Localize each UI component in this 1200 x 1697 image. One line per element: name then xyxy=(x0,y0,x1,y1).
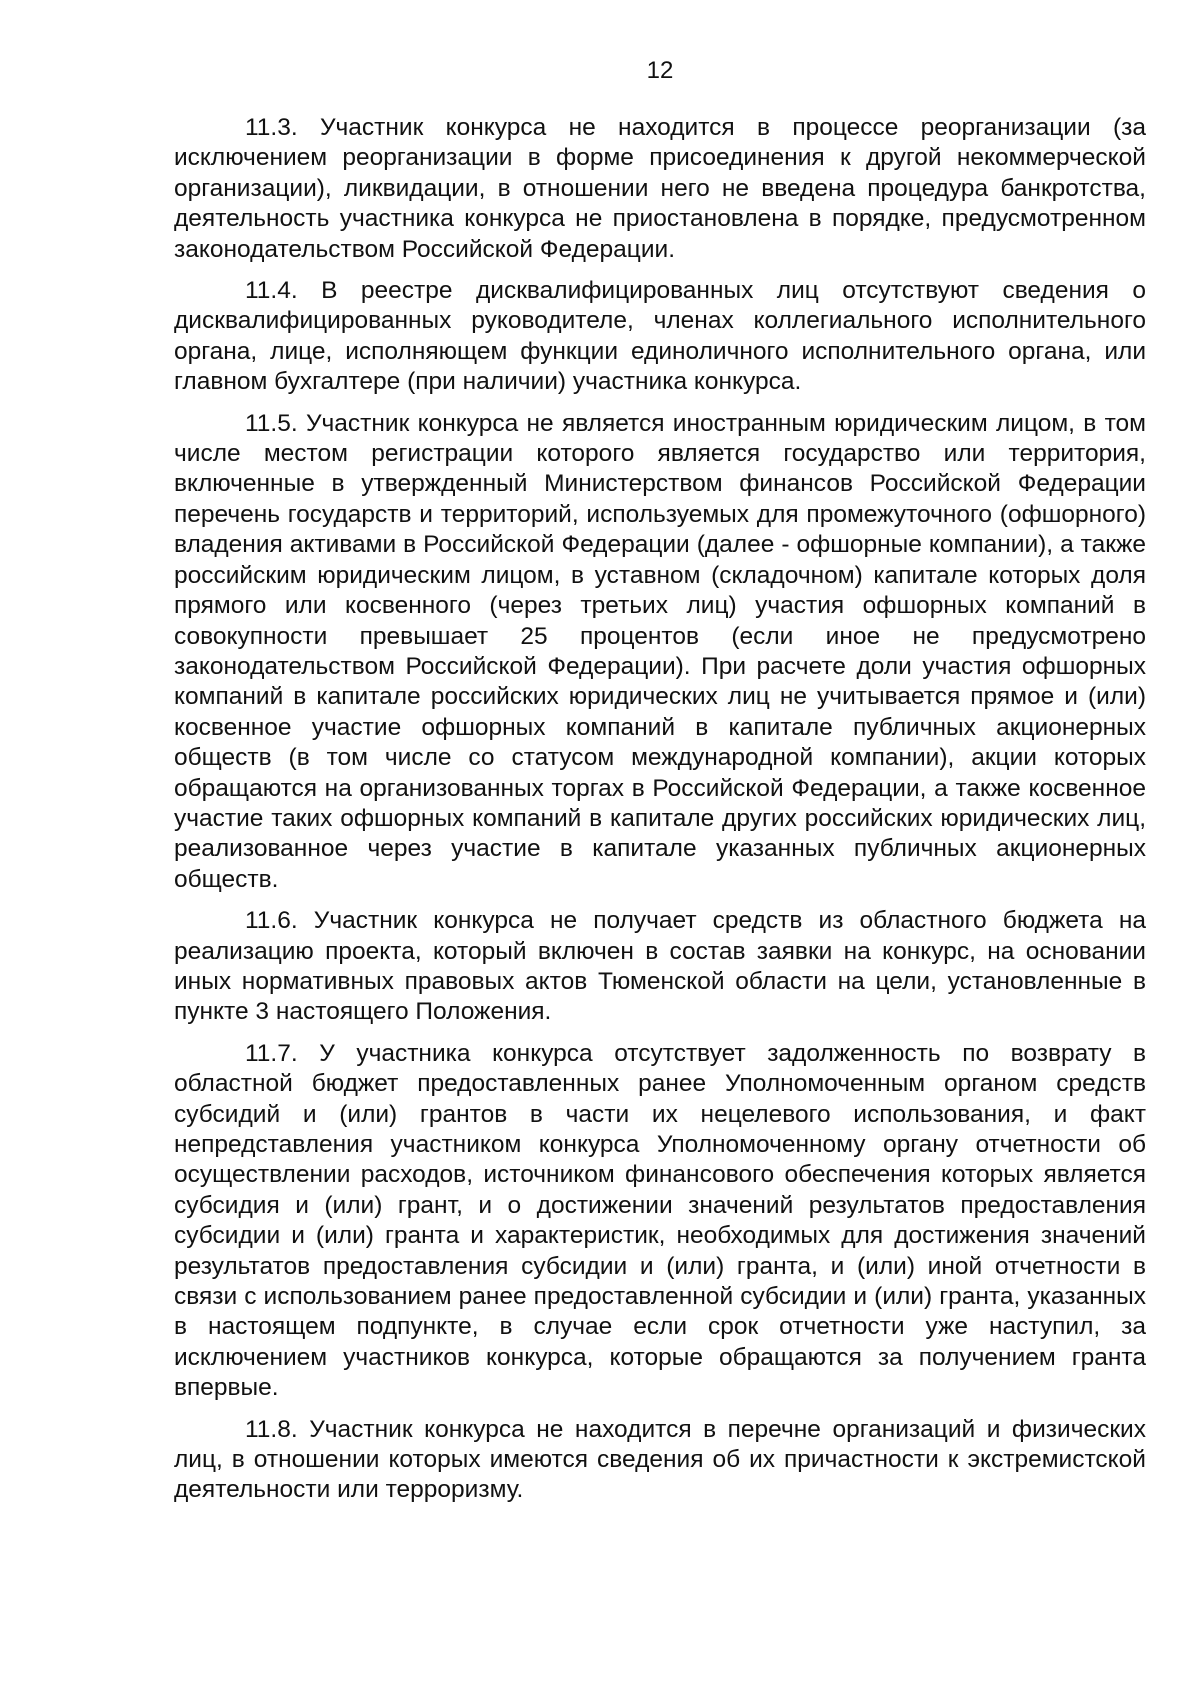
paragraph-11-6: 11.6. Участник конкурса не получает средств из областного бюджета на реализацию проекта, который включен в состав заявки на конкурс, на основании иных нормативных правовых актов Тюменской области на цели, установленные в пункте 3 настоящего Положения. xyxy=(174,907,1146,1026)
paragraph-11-4: 11.4. В реестре дисквалифицированных лиц отсутствуют сведения о дисквалифицированных руководителе, членах коллегиального исполнительного органа, лице, исполняющем функции единоличного исполнительного органа, или главном бухгалтере (при наличии) участника конкурса. xyxy=(174,277,1146,396)
paragraph-11-5: 11.5. Участник конкурса не является иностранным юридическим лицом, в том числе местом регистрации которого является государство или территория, включенные в утвержденный Министерством финансов Российской Федерации перечень государств и территорий, используемых для промежуточного (офшорного) владения активами в Российской Федерации (далее - офшорные компании), а также российским юридическим лицом, в уставном (складочном) капитале которых доля прямого или косвенного (через третьих лиц) участия офшорных компаний в совокупности превышает 25 процентов (если иное не предусмотрено законодательством Российской Федерации). При расчете доли участия офшорных компаний в капитале российских юридических лиц не учитывается прямое и (или) косвенное участие офшорных компаний в капитале публичных акционерных обществ (в том числе со статусом международной компании), акции которых обращаются на организованных торгах в Российской Федерации, а также косвенное участие таких офшорных компаний в капитале других российских юридических лиц, реализованное через участие в капитале указанных публичных акционерных обществ. xyxy=(174,409,1146,893)
document-body xyxy=(174,113,1146,1517)
page-number: 12 xyxy=(646,57,674,84)
paragraph-11-8: 11.8. Участник конкурса не находится в перечне организаций и физических лиц, в отношении которых имеются сведения об их причастности к экстремистской деятельности или терроризму. xyxy=(174,1415,1146,1504)
paragraph-11-7: 11.7. У участника конкурса отсутствует задолженность по возврату в областной бюджет предоставленных ранее Уполномоченным органом средств субсидий и (или) грантов в части их нецелевого использования, и факт непредставления участником конкурса Уполномоченному органу отчетности об осуществлении расходов, источником финансового обеспечения которых является субсидия и (или) грант, и о достижении значений результатов предоставления субсидии и (или) гранта и характеристик, необходимых для достижения значений результатов предоставления субсидии и (или) гранта, и (или) иной отчетности в связи с использованием ранее предоставленной субсидии и (или) гранта, указанных в настоящем подпункте, в случае если срок отчетности уже наступил, за исключением участников конкурса, которые обращаются за получением гранта впервые. xyxy=(174,1039,1146,1402)
paragraph-11-3: 11.3. Участник конкурса не находится в процессе реорганизации (за исключением реорганизации в форме присоединения к другой некоммерческой организации), ликвидации, в отношении него не введена процедура банкротства, деятельность участника конкурса не приостановлена в порядке, предусмотренном законодательством Российской Федерации. xyxy=(174,114,1146,263)
